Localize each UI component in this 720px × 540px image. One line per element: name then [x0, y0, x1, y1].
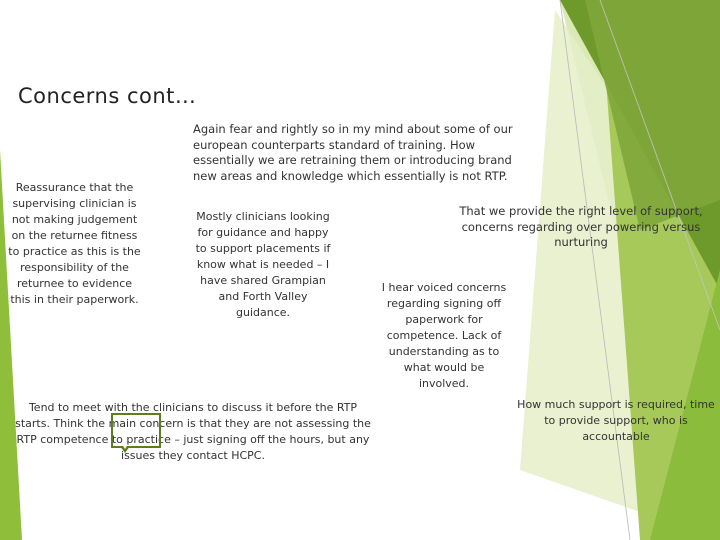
fear-paragraph: Again fear and rightly so in my mind about some of our european counterparts standard of training. How essentially we are retraining them or introducing brand new areas and knowledge which essentially is not RTP. [193, 122, 513, 183]
comment-callout-box[interactable] [111, 413, 161, 448]
signing-off-text: I hear voiced concerns regarding signing off paperwork for competence. Lack of understanding as to what would be involved. [381, 281, 507, 390]
how-much-support-text: How much support is required, time to provide support, who is accountable [517, 398, 715, 443]
clinicians-guidance-text: Mostly clinicians looking for guidance and happy to support placements if know what is needed – I have shared Grampian and Forth Valley guidance. [195, 210, 331, 319]
comment-callout-tail [120, 446, 130, 453]
tend-to-meet-text: Tend to meet with the clinicians to discuss it before the RTP starts. Think the main concern is that they are not assessing the RTP competence to practice – just signing off the hours, but any issues they contact HCPC. [15, 401, 371, 462]
support-level-text: That we provide the right level of support, concerns regarding over powering versus nurturing [459, 204, 703, 249]
reassurance-text: Reassurance that the supervising clinician is not making judgement on the returnee fitness to practice as this is the responsibility of the returnee to evidence this in their paperwork. [8, 181, 141, 306]
slide-title: Concerns cont… [18, 84, 197, 108]
